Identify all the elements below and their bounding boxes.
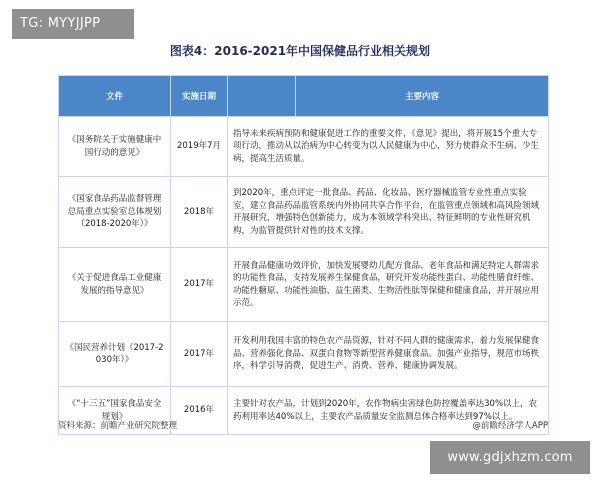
content-cell: 开展食品健康功效评价，加快发展婴幼儿配方食品、老年食品和满足特定人群需求的功能性食品，支持发展养生保健食品，研究开发功能性蛋白、功能性膳食纤维、功能性糖原、功能性油脂、益生菌类、生物活性肽等保健和健康食品，并开展应用示范。 bbox=[228, 248, 549, 322]
table-row bbox=[59, 248, 549, 322]
site-watermark: www.gdjxhzm.com bbox=[430, 441, 590, 474]
publisher-credit: @前瞻经济学人APP bbox=[472, 421, 548, 431]
document-cell: 《国民营养计划（2017-2030年）》 bbox=[59, 322, 171, 387]
date-cell: 2016年 bbox=[171, 387, 228, 435]
source-note: 资料来源：前瞻产业研究院整理 bbox=[58, 421, 178, 431]
content-cell: 到2020年，重点评定一批食品、药品、化妆品、医疗器械监管专业性重点实验室，建立食品药品监管系统内外协同共享合作平台，在监管重点领域和高风险领域开展研究，增强特色创新能力，成为本领域学科突出、特征鲜明的专业性研究机构，为监管提供针对性的技术支撑。 bbox=[228, 177, 549, 248]
policy-table bbox=[58, 75, 548, 435]
document-cell: 《国务院关于实施健康中国行动的意见》 bbox=[59, 117, 171, 177]
document-cell: 《关于促进食品工业健康发展的指导意见》 bbox=[59, 248, 171, 322]
date-cell: 2018年 bbox=[171, 177, 228, 248]
table-header-row bbox=[59, 76, 549, 117]
column-header-date: 实施日期 bbox=[171, 76, 228, 117]
content-cell: 指导未来疾病预防和健康促进工作的重要文件，《意见》提出，将开展15个重大专项行动，推动从以治病为中心转变为以人民健康为中心，努力使群众不生病、少生病，提高生活质量。 bbox=[228, 117, 549, 177]
column-header-content: 主要内容 bbox=[296, 76, 549, 117]
column-header-spacer bbox=[228, 76, 296, 117]
table-row bbox=[59, 177, 549, 248]
content-cell: 主要针对农产品，计划到2020年，农作物病虫害绿色防控覆盖率达30%以上，农药利用率达40%以上，主要农产品质量安全监测总体合格率达到97%以上。 bbox=[228, 387, 549, 435]
date-cell: 2017年 bbox=[171, 248, 228, 322]
document-cell: 《国家食品药品监督管理总局重点实验室总体规划（2018-2020年）》 bbox=[59, 177, 171, 248]
policy-table-grid bbox=[58, 75, 549, 435]
column-header-document: 文件 bbox=[59, 76, 171, 117]
content-cell: 开发利用我国丰富的特色农产品资源，针对不同人群的健康需求，着力发展保健食品、营养强化食品、双蛋白食物等新型营养健康食品。加强产业指导，规范市场秩序，科学引导消费，促进生产、消费、营养、健康协调发展。 bbox=[228, 322, 549, 387]
date-cell: 2017年 bbox=[171, 322, 228, 387]
telegram-watermark: TG: MYYJJPP bbox=[12, 9, 134, 39]
page-title: 图表4：2016-2021年中国保健品行业相关规划 bbox=[169, 44, 431, 58]
document-cell: 《“十三五”国家食品安全规划》 bbox=[59, 387, 171, 435]
table-row bbox=[59, 322, 549, 387]
table-row bbox=[59, 117, 549, 177]
date-cell: 2019年7月 bbox=[171, 117, 228, 177]
